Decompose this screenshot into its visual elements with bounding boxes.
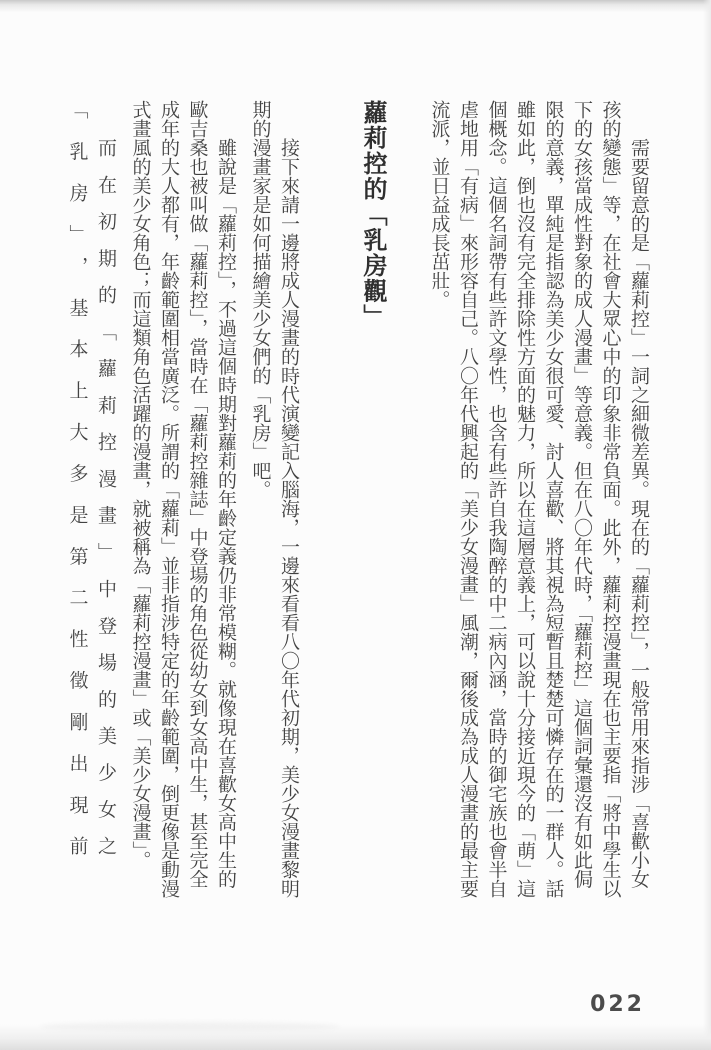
page-number: 022 xyxy=(590,992,645,1017)
scan-edge-top xyxy=(0,0,711,12)
paragraph-lolicon-term-nuance: 需要留意的是「蘿莉控」一詞之細微差異。現在的「蘿莉控」，一般常用來指涉「喜歡小女孩的變態」等，在社會大眾心中的印象非常負面。此外，蘿莉控漫畫現在也主要指「將中學生以下的女孩當成性對象的成人漫畫」等意義。但在八〇年代時，「蘿莉控」這個詞彙還沒有如此侷限的意義，單純是指認為美少女很可愛、討人喜歡、將其視為短暫且楚楚可憐存在的一群人。話雖如此，倒也沒有完全排除性方面的魅力，所以在這層意義上，可以說十分接近現今的「萌」這個概念。這個名詞帶有些許文學性，也含有些許自我陶醉的中二病內涵，當時的御宅族也會半自虐地用「有病」來形容自己。八〇年代興起的「美少女漫畫」風潮，爾後成為成人漫畫的最主要流派，並日益成長茁壯。 xyxy=(428,100,650,898)
article-body xyxy=(63,100,653,900)
paragraph-early-lolicon-manga: 而在初期的「蘿莉控漫畫」中登場的美少女之「乳房」，基本上大多是第二性徵剛出現前 xyxy=(66,100,117,870)
scan-edge-right xyxy=(703,0,711,1050)
paragraph-loli-age-definition: 雖說是「蘿莉控」，不過這個時期對蘿莉的年齡定義仍非常模糊。就像現在喜歡女高中生的歐吉桑也被叫做「蘿莉控」，當時在「蘿莉控雜誌」中登場的角色從幼女到女高中生，甚至完全成年的大人都有，年齡範圍相當廣泛。所謂的「蘿莉」並非指涉特定的年齡範圍，倒更像是動漫式畫風的美少女角色；而這類角色活躍的漫畫，就被稱為「蘿莉控漫畫」或「美少女漫畫」。 xyxy=(129,100,237,898)
scan-edge-bottom xyxy=(0,1024,711,1050)
paragraph-intro-to-breast-view: 接下來請一邊將成人漫畫的時代演變記入腦海，一邊來看看八〇年代初期，美少女漫畫黎明期的漫畫家是如何描繪美少女們的「乳房」吧。 xyxy=(249,100,300,898)
section-heading: 蘿莉控的「乳房觀」 xyxy=(359,100,387,330)
